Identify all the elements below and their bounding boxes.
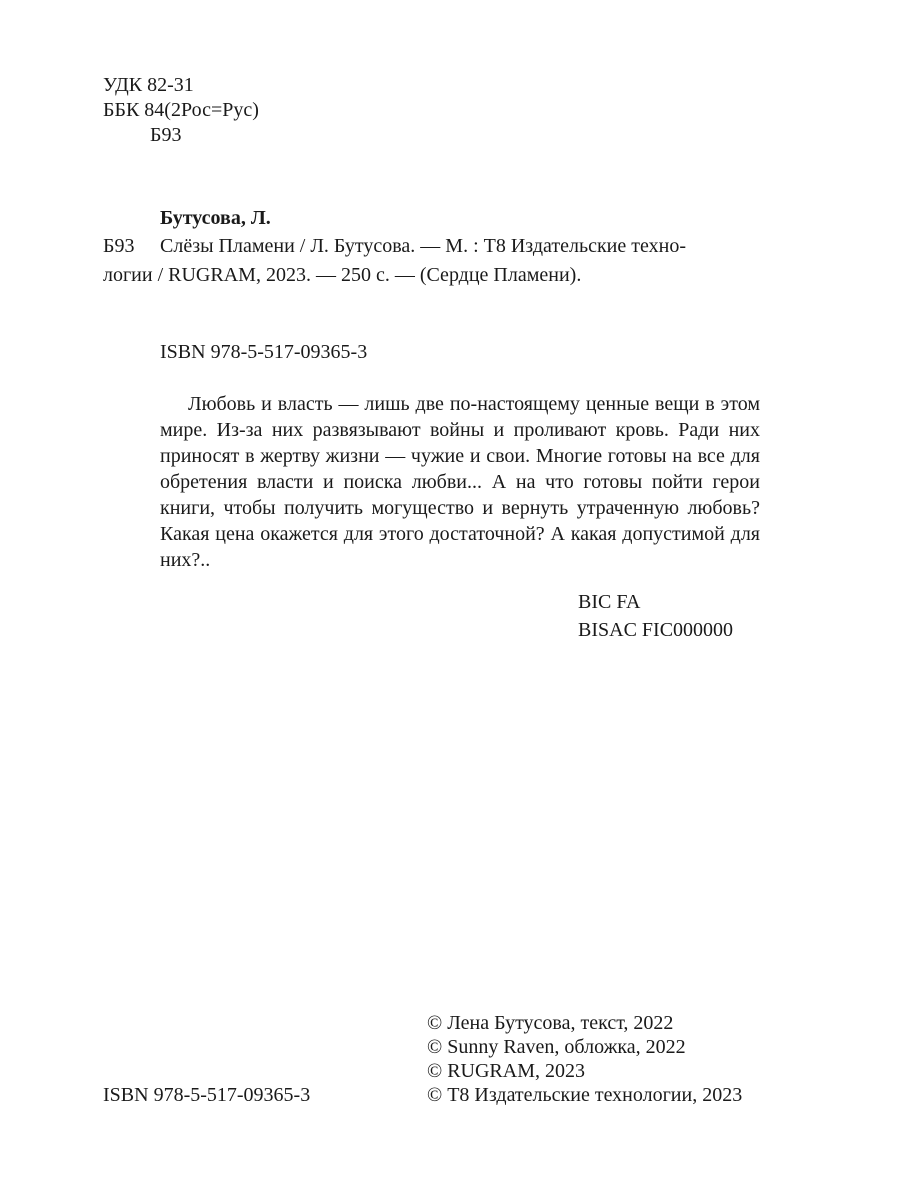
- classification-block: [103, 73, 259, 148]
- copyright-block: [427, 1011, 742, 1107]
- author-heading: Бутусова, Л.: [160, 207, 271, 229]
- bisac-code: BISAC FIC000000: [578, 619, 734, 641]
- bic-code: BIC FA: [578, 591, 641, 613]
- bbk-code: ББК 84(2Рос=Рус): [103, 99, 259, 121]
- copyright-line: © RUGRAM, 2023: [427, 1060, 585, 1082]
- bibliographic-description-line-2: логии / RUGRAM, 2023. — 250 с. — (Сердце Пламени).: [103, 264, 582, 286]
- isbn-top: ISBN 978-5-517-09365-3: [160, 341, 368, 363]
- annotation-block: [160, 391, 760, 573]
- subject-codes: [578, 588, 733, 644]
- copyright-line: © Лена Бутусова, текст, 2022: [427, 1012, 674, 1034]
- isbn-bottom: ISBN 978-5-517-09365-3: [103, 1084, 311, 1106]
- author-mark: Б93: [150, 124, 182, 146]
- copyright-line: © Sunny Raven, обложка, 2022: [427, 1036, 686, 1058]
- annotation-text: Любовь и власть — лишь две по-настоящему ценные вещи в этом мире. Из-за них развязывают войны и проливают кровь. Ради них приносят в жертву жизни — чужие и свои. Многие готовы на все для обретения власти и поиска любви... А на что готовы пойти герои книги, чтобы получить могущество и вернуть утраченную любовь? Какая цена окажется для этого достаточной? А какая допустимой для них?..: [160, 393, 760, 571]
- udk-code: УДК 82-31: [103, 74, 194, 96]
- bibliographic-description-line-1: Слёзы Пламени / Л. Бутусова. — М. : Т8 Издательские техно-: [160, 235, 686, 257]
- author-cipher: Б93: [103, 235, 135, 257]
- copyright-line: © Т8 Издательские технологии, 2023: [427, 1084, 743, 1106]
